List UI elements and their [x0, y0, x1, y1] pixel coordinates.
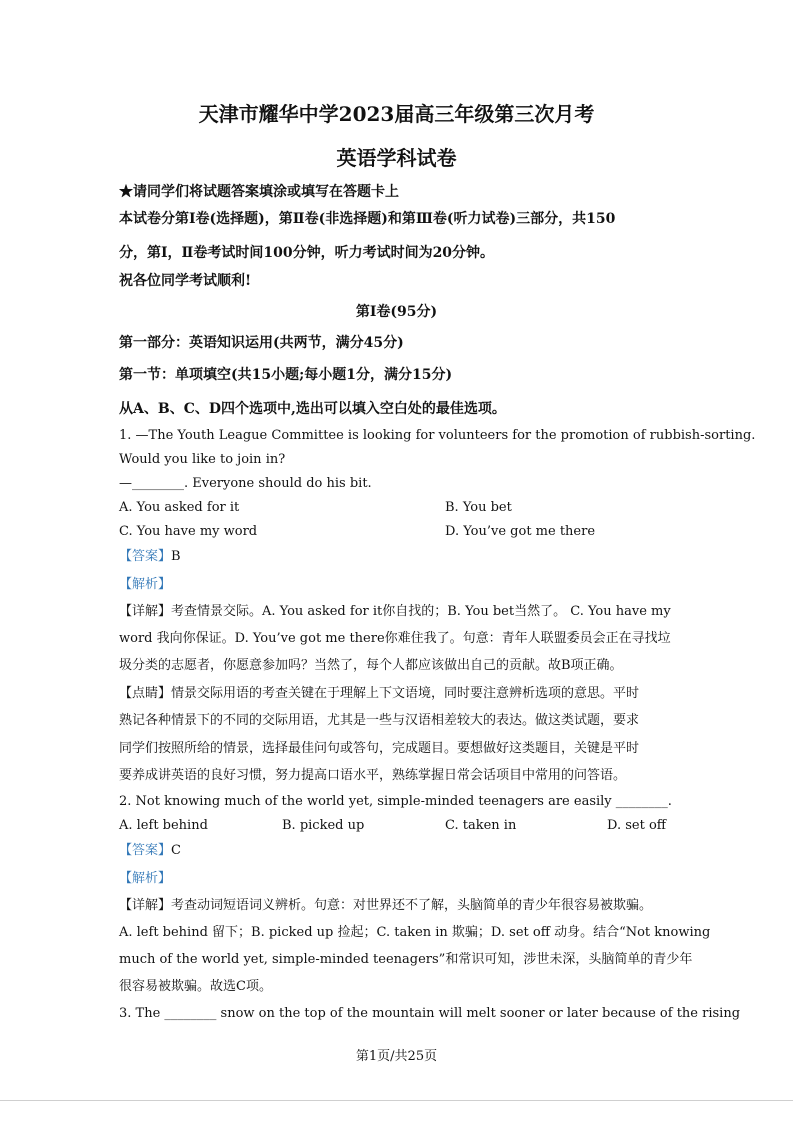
answer-value: B [171, 549, 181, 564]
q2-analysis-tag: 【解析】 [119, 871, 172, 886]
intro-line-1: 本试卷分第Ⅰ卷(选择题)，第Ⅱ卷(非选择题)和第Ⅲ卷(听力试卷)三部分，共150 [119, 211, 616, 227]
answer-tag: 【答案】 [119, 843, 172, 858]
q1-tip-line-4: 要养成讲英语的良好习惯，努力提高口语水平，熟练掌握日常会话项目中常用的问答语。 [119, 768, 627, 783]
q1-answer [119, 548, 181, 566]
q1-tip-line-2: 熟记各种情景下的不同的交际用语，尤其是一些与汉语相差较大的表达。做这类试题，要求 [119, 713, 640, 728]
exam-subtitle: 英语学科试卷 [336, 146, 457, 170]
q2-option-a: A. left behind [119, 818, 208, 833]
q1-detail-line-2: word 我向你保证。D. You’ve got me there你难住我了。句意：青年人联盟委员会正在寻找垃 [119, 631, 671, 646]
q2-detail-line-4: 很容易被欺骗。故选C项。 [119, 979, 272, 994]
q1-stem-line-2: Would you like to join in? [119, 452, 286, 467]
q2-detail-line-3: much of the world yet, simple-minded teenagers”和常识可知，涉世未深，头脑简单的青少年 [119, 952, 693, 967]
q1-option-c: C. You have my word [119, 524, 258, 539]
instruction: 从A、B、C、D四个选项中,选出可以填入空白处的最佳选项。 [119, 401, 506, 417]
q2-detail-line-2: A. left behind 留下；B. picked up 捡起；C. taken in 欺骗；D. set off 动身。结合“Not knowing [119, 925, 711, 940]
page-footer: 第1页/共25页 [355, 1049, 438, 1064]
q2-detail-line-1: 【详解】考查动词短语词义辨析。句意：对世界还不了解，头脑简单的青少年很容易被欺骗。 [119, 898, 653, 913]
q1-option-a: A. You asked for it [119, 500, 240, 515]
q1-option-b: B. You bet [445, 500, 512, 515]
q1-stem-line-1: 1. —The Youth League Committee is looking for volunteers for the promotion of rubbish-sorting. [119, 428, 756, 443]
q2-option-c: C. taken in [445, 818, 517, 833]
q1-detail-line-1: 【详解】考查情景交际。A. You asked for it你自找的；B. You bet当然了。 C. You have my [119, 604, 671, 619]
bottom-divider [0, 1100, 793, 1101]
intro-line-2: 分，第Ⅰ，Ⅱ卷考试时间100分钟，听力考试时间为20分钟。 [119, 245, 495, 261]
part-heading: 第一部分：英语知识运用(共两节，满分45分) [119, 335, 404, 351]
wish: 祝各位同学考试顺利! [119, 273, 252, 289]
q2-option-b: B. picked up [282, 818, 365, 833]
q2-answer [119, 842, 181, 860]
q1-tip-line-3: 同学们按照所给的情景，选择最佳问句或答句，完成题目。要想做好这类题目，关键是平时 [119, 741, 640, 756]
exam-title: 天津市耀华中学2023届高三年级第三次月考 [198, 102, 595, 126]
q1-tip-line-1: 【点睛】情景交际用语的考查关键在于理解上下文语境，同时要注意辨析选项的意思。平时 [119, 686, 640, 701]
q3-stem: 3. The ________ snow on the top of the mountain will melt sooner or later because of the rising [119, 1006, 741, 1021]
q1-analysis-tag: 【解析】 [119, 577, 172, 592]
notice: ★请同学们将试题答案填涂或填写在答题卡上 [119, 184, 399, 200]
q1-option-d: D. You’ve got me there [445, 524, 596, 539]
q1-stem-line-3: —________. Everyone should do his bit. [119, 476, 372, 491]
section-heading: 第一节：单项填空(共15小题;每小题1分，满分15分) [119, 367, 453, 383]
answer-tag: 【答案】 [119, 549, 172, 564]
q1-detail-line-3: 圾分类的志愿者，你愿意参加吗？当然了，每个人都应该做出自己的贡献。故B项正确。 [119, 658, 623, 673]
section-title: 第Ⅰ卷(95分) [355, 304, 438, 320]
q2-stem: 2. Not knowing much of the world yet, simple-minded teenagers are easily ________. [119, 794, 672, 809]
q2-option-d: D. set off [607, 818, 667, 833]
answer-value: C [171, 843, 181, 858]
